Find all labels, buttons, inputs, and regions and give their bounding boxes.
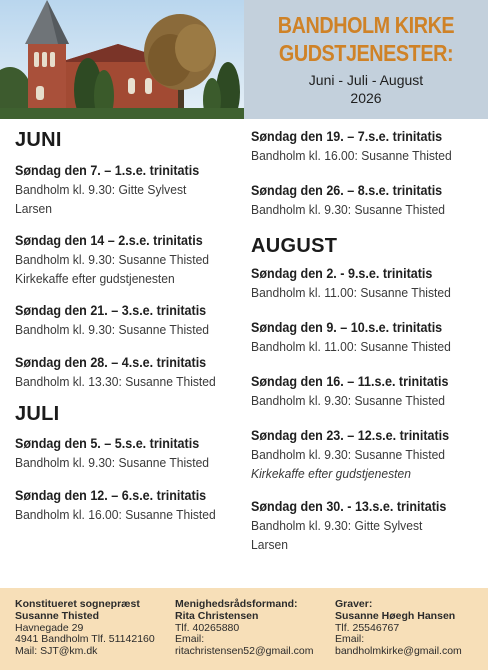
contact-footer bbox=[0, 588, 488, 670]
service-title: Søndag den 2. - 9.s.e. trinitatis bbox=[251, 266, 433, 281]
service-entry bbox=[15, 486, 245, 524]
service-title: Søndag den 19. – 7.s.e. trinitatis bbox=[251, 129, 443, 144]
contact-phone: Tlf. 25546767 bbox=[335, 621, 400, 634]
church-name-title: BANDHOLM KIRKE bbox=[277, 12, 455, 38]
service-detail: Bandholm kl. 9.30: Susanne Thisted bbox=[15, 322, 210, 337]
month-heading-july: JULI bbox=[15, 403, 60, 425]
contact-email: Mail: SJT@km.dk bbox=[15, 645, 98, 658]
header-title-panel bbox=[244, 0, 488, 119]
service-entry bbox=[15, 353, 245, 391]
service-title: Søndag den 28. – 4.s.e. trinitatis bbox=[15, 355, 207, 370]
contact-address: Havnegade 29 bbox=[15, 621, 84, 634]
services-title: GUDSTJENESTER: bbox=[278, 40, 454, 66]
contact-email-label: Email: bbox=[175, 633, 205, 646]
service-entry bbox=[251, 181, 481, 219]
contact-email: ritachristensen52@gmail.com bbox=[175, 645, 314, 658]
service-detail: Bandholm kl. 9.30: Susanne Thisted bbox=[251, 202, 446, 217]
contact-gravedigger bbox=[335, 599, 462, 658]
service-title: Søndag den 14 – 2.s.e. trinitatis bbox=[15, 233, 203, 248]
contact-role: Konstitueret sognepræst bbox=[15, 598, 140, 610]
contact-phone: Tlf. 40265880 bbox=[175, 621, 240, 634]
service-detail: Larsen bbox=[251, 537, 288, 552]
service-note: Kirkekaffe efter gudstjenesten bbox=[251, 466, 411, 481]
service-entry bbox=[251, 497, 481, 554]
month-heading-august: AUGUST bbox=[251, 235, 338, 257]
service-title: Søndag den 9. – 10.s.e. trinitatis bbox=[251, 320, 443, 335]
service-entry bbox=[251, 318, 481, 356]
service-detail: Bandholm kl. 9.30: Gitte Sylvest bbox=[15, 182, 187, 197]
church-photo bbox=[0, 0, 244, 119]
service-title: Søndag den 21. – 3.s.e. trinitatis bbox=[15, 303, 207, 318]
service-entry bbox=[15, 434, 245, 472]
contact-email-label: Email: bbox=[335, 633, 365, 646]
right-column bbox=[251, 120, 481, 554]
service-entry bbox=[15, 301, 245, 339]
service-detail: Bandholm kl. 9.30: Susanne Thisted bbox=[251, 447, 446, 462]
year-label: 2026 bbox=[350, 90, 382, 106]
contact-role: Graver: bbox=[335, 598, 373, 610]
contact-name: Rita Christensen bbox=[175, 609, 259, 622]
service-detail: Bandholm kl. 11.00: Susanne Thisted bbox=[251, 339, 451, 354]
service-entry bbox=[15, 161, 245, 218]
contact-email: bandholmkirke@gmail.com bbox=[335, 645, 462, 658]
service-title: Søndag den 16. – 11.s.e. trinitatis bbox=[251, 374, 449, 389]
service-detail: Bandholm kl. 9.30: Gitte Sylvest bbox=[251, 518, 423, 533]
contact-chair bbox=[175, 599, 313, 658]
service-detail: Bandholm kl. 9.30: Susanne Thisted bbox=[15, 252, 210, 267]
service-detail: Bandholm kl. 16.00: Susanne Thisted bbox=[15, 507, 216, 522]
service-title: Søndag den 26. – 8.s.e. trinitatis bbox=[251, 183, 443, 198]
service-title: Søndag den 12. – 6.s.e. trinitatis bbox=[15, 488, 207, 503]
contact-name: Susanne Høegh Hansen bbox=[335, 609, 456, 622]
service-entry bbox=[251, 264, 481, 302]
month-heading-june: JUNI bbox=[15, 129, 62, 151]
service-note: Kirkekaffe efter gudstjenesten bbox=[15, 271, 175, 286]
service-detail: Bandholm kl. 9.30: Susanne Thisted bbox=[251, 393, 446, 408]
service-entry bbox=[15, 231, 245, 288]
contact-phone: 4941 Bandholm Tlf. 51142160 bbox=[15, 633, 155, 646]
service-entry bbox=[251, 372, 481, 410]
service-title: Søndag den 5. – 5.s.e. trinitatis bbox=[15, 436, 200, 451]
service-detail: Bandholm kl. 11.00: Susanne Thisted bbox=[251, 285, 451, 300]
contact-name: Susanne Thisted bbox=[15, 609, 100, 622]
service-detail: Bandholm kl. 13.30: Susanne Thisted bbox=[15, 374, 216, 389]
service-detail: Larsen bbox=[15, 201, 52, 216]
service-entry bbox=[251, 127, 481, 165]
service-title: Søndag den 30. - 13.s.e. trinitatis bbox=[251, 499, 447, 514]
contact-role: Menighedsrådsformand: bbox=[175, 598, 298, 610]
contact-priest bbox=[15, 599, 155, 658]
service-entry bbox=[251, 426, 481, 483]
service-title: Søndag den 7. – 1.s.e. trinitatis bbox=[15, 163, 200, 178]
service-title: Søndag den 23. – 12.s.e. trinitatis bbox=[251, 428, 450, 443]
service-detail: Bandholm kl. 16.00: Susanne Thisted bbox=[251, 148, 452, 163]
left-column bbox=[15, 120, 245, 524]
service-detail: Bandholm kl. 9.30: Susanne Thisted bbox=[15, 455, 210, 470]
months-subtitle: Juni - Juli - August bbox=[308, 72, 424, 88]
